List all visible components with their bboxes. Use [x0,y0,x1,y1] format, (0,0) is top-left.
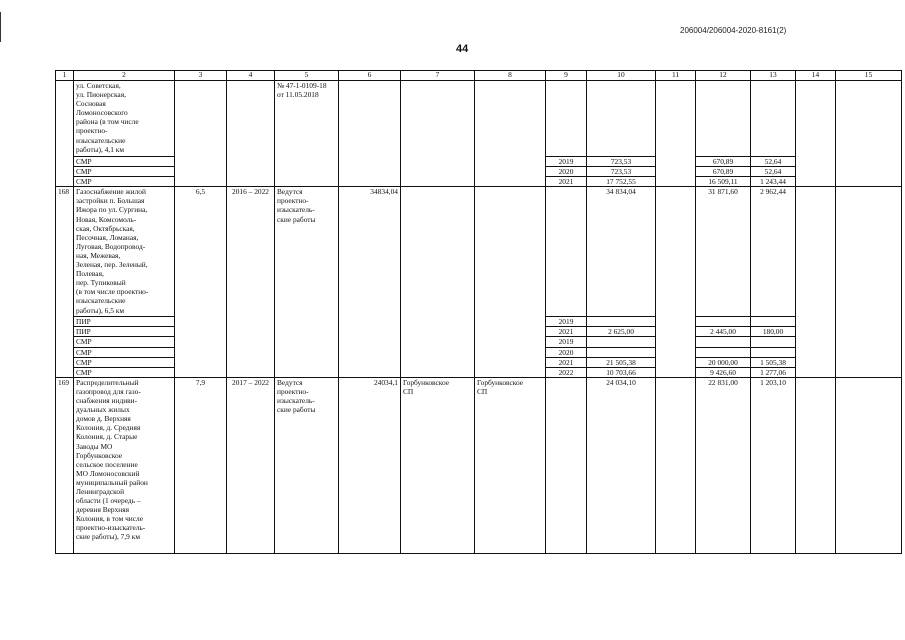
col7-cell: Горбунковское СП [401,377,475,553]
work-type-cell: СМР [74,357,175,367]
object-name-cell: Распределительный газопровод для газо- снабжения индиви- дуальных жилых домов д. Верхняя Колония, д. Средняя Колония, д. Старые Заводы МО Горбунковское сельское поселение МО Ломоносовский муниципальный район Ленинградской области (1 очередь – деревня Верхняя Колония, в том числе проектно-изыскатель- ские работы), 7,9 км [74,377,175,553]
col-header: 5 [275,71,339,81]
c13-cell: 2 962,44 [751,187,796,317]
year-cell: 2020 [546,347,587,357]
c13-cell [751,347,796,357]
c12-cell: 9 426,60 [696,367,751,377]
year-cell [546,81,587,157]
c13-cell: 52,64 [751,157,796,167]
table-row [56,187,902,317]
c12-cell: 20 000,00 [696,357,751,367]
c13-cell: 1 203,10 [751,377,796,553]
scan-edge-mark [0,12,1,42]
length-cell: 6,5 [175,187,227,378]
status-cell: № 47-1-0109-18 от 11.05.2018 [275,81,339,187]
c15-cell [836,377,902,553]
investment-table [55,70,902,554]
col-header: 11 [656,71,696,81]
object-name-cell: Газоснабжение жилой застройки п. Большая Ижора по ул. Сургина, Новая, Комсомоль- ская, Октябрьская, Песочная, Ломаная, Луговая, Водопровод- ная, Межевая, Зеленая, пер. Зеленый, Полевая, пер. Тупиковый (в том числе проектно- изыскательские работы), 6,5 км [74,187,175,317]
c13-cell: 1 243,44 [751,177,796,187]
col-header: 15 [836,71,902,81]
c12-cell: 670,89 [696,167,751,177]
c14-cell [796,377,836,553]
page-number: 44 [456,43,469,55]
c10-cell [587,81,656,157]
work-type-cell: ПИР [74,317,175,327]
length-cell [175,81,227,187]
period-cell [227,81,275,187]
col-header: 9 [546,71,587,81]
c10-cell [587,337,656,347]
c10-cell [587,317,656,327]
column-number-row [56,71,902,81]
c12-cell: 670,89 [696,157,751,167]
c10-cell: 24 034,10 [587,377,656,553]
c10-cell [587,347,656,357]
col7-cell [401,187,475,378]
year-cell: 2019 [546,337,587,347]
work-type-cell: ПИР [74,327,175,337]
c10-cell: 723,53 [587,167,656,177]
c10-cell: 21 505,38 [587,357,656,367]
c10-cell: 723,53 [587,157,656,167]
c13-cell: 52,64 [751,167,796,177]
year-cell: 2021 [546,357,587,367]
c13-cell: 1 505,38 [751,357,796,367]
c11-cell [656,81,696,187]
col-header: 1 [56,71,74,81]
col-header: 10 [587,71,656,81]
c12-cell: 31 871,60 [696,187,751,317]
col-header: 13 [751,71,796,81]
col-header: 6 [339,71,401,81]
work-type-cell: СМР [74,167,175,177]
table-row [56,377,902,553]
work-type-cell: СМР [74,177,175,187]
work-type-cell: СМР [74,367,175,377]
c10-cell: 2 625,00 [587,327,656,337]
col8-cell [475,187,546,378]
c15-cell [836,187,902,378]
c14-cell [796,187,836,378]
document-id: 206004/206004-2020-8161(2) [680,26,787,35]
c12-cell [696,81,751,157]
row-number-cell: 168 [56,187,74,378]
c13-cell: 180,00 [751,327,796,337]
c12-cell [696,317,751,327]
status-cell: Ведутся проектно- изыскатель- ские работы [275,187,339,378]
row-number-cell: 169 [56,377,74,553]
work-type-cell: СМР [74,337,175,347]
c10-cell: 34 834,04 [587,187,656,317]
year-cell [546,377,587,553]
c13-cell [751,81,796,157]
c13-cell [751,317,796,327]
year-cell: 2021 [546,327,587,337]
period-cell: 2017 – 2022 [227,377,275,553]
col-header: 8 [475,71,546,81]
length-cell: 7,9 [175,377,227,553]
col-header: 7 [401,71,475,81]
status-cell: Ведутся проектно- изыскатель- ские работы [275,377,339,553]
c13-cell [751,337,796,347]
work-type-cell: СМР [74,347,175,357]
col-header: 12 [696,71,751,81]
table-row [56,81,902,157]
period-cell: 2016 – 2022 [227,187,275,378]
year-cell: 2020 [546,167,587,177]
year-cell: 2019 [546,157,587,167]
cost-cell: 34834,04 [339,187,401,378]
c14-cell [796,81,836,187]
year-cell: 2019 [546,317,587,327]
col7-cell [401,81,475,187]
col8-cell [475,81,546,187]
c15-cell [836,81,902,187]
c12-cell: 2 445,00 [696,327,751,337]
work-type-cell: СМР [74,157,175,167]
col8-cell: Горбунковское СП [475,377,546,553]
c12-cell [696,347,751,357]
col-header: 3 [175,71,227,81]
c11-cell [656,377,696,553]
c10-cell: 10 703,66 [587,367,656,377]
row-number-cell [56,81,74,187]
col-header: 14 [796,71,836,81]
object-name-cell: ул. Советская, ул. Пионерская, Сосновая Ломоносовского района (в том числе проектно- изыскательские работы), 4,1 км [74,81,175,157]
col-header: 4 [227,71,275,81]
col-header: 2 [74,71,175,81]
year-cell: 2021 [546,177,587,187]
c12-cell [696,337,751,347]
c13-cell: 1 277,06 [751,367,796,377]
c10-cell: 17 752,55 [587,177,656,187]
year-cell [546,187,587,317]
cost-cell: 24034,1 [339,377,401,553]
year-cell: 2022 [546,367,587,377]
c11-cell [656,187,696,378]
c12-cell: 22 831,00 [696,377,751,553]
c12-cell: 16 509,11 [696,177,751,187]
cost-cell [339,81,401,187]
